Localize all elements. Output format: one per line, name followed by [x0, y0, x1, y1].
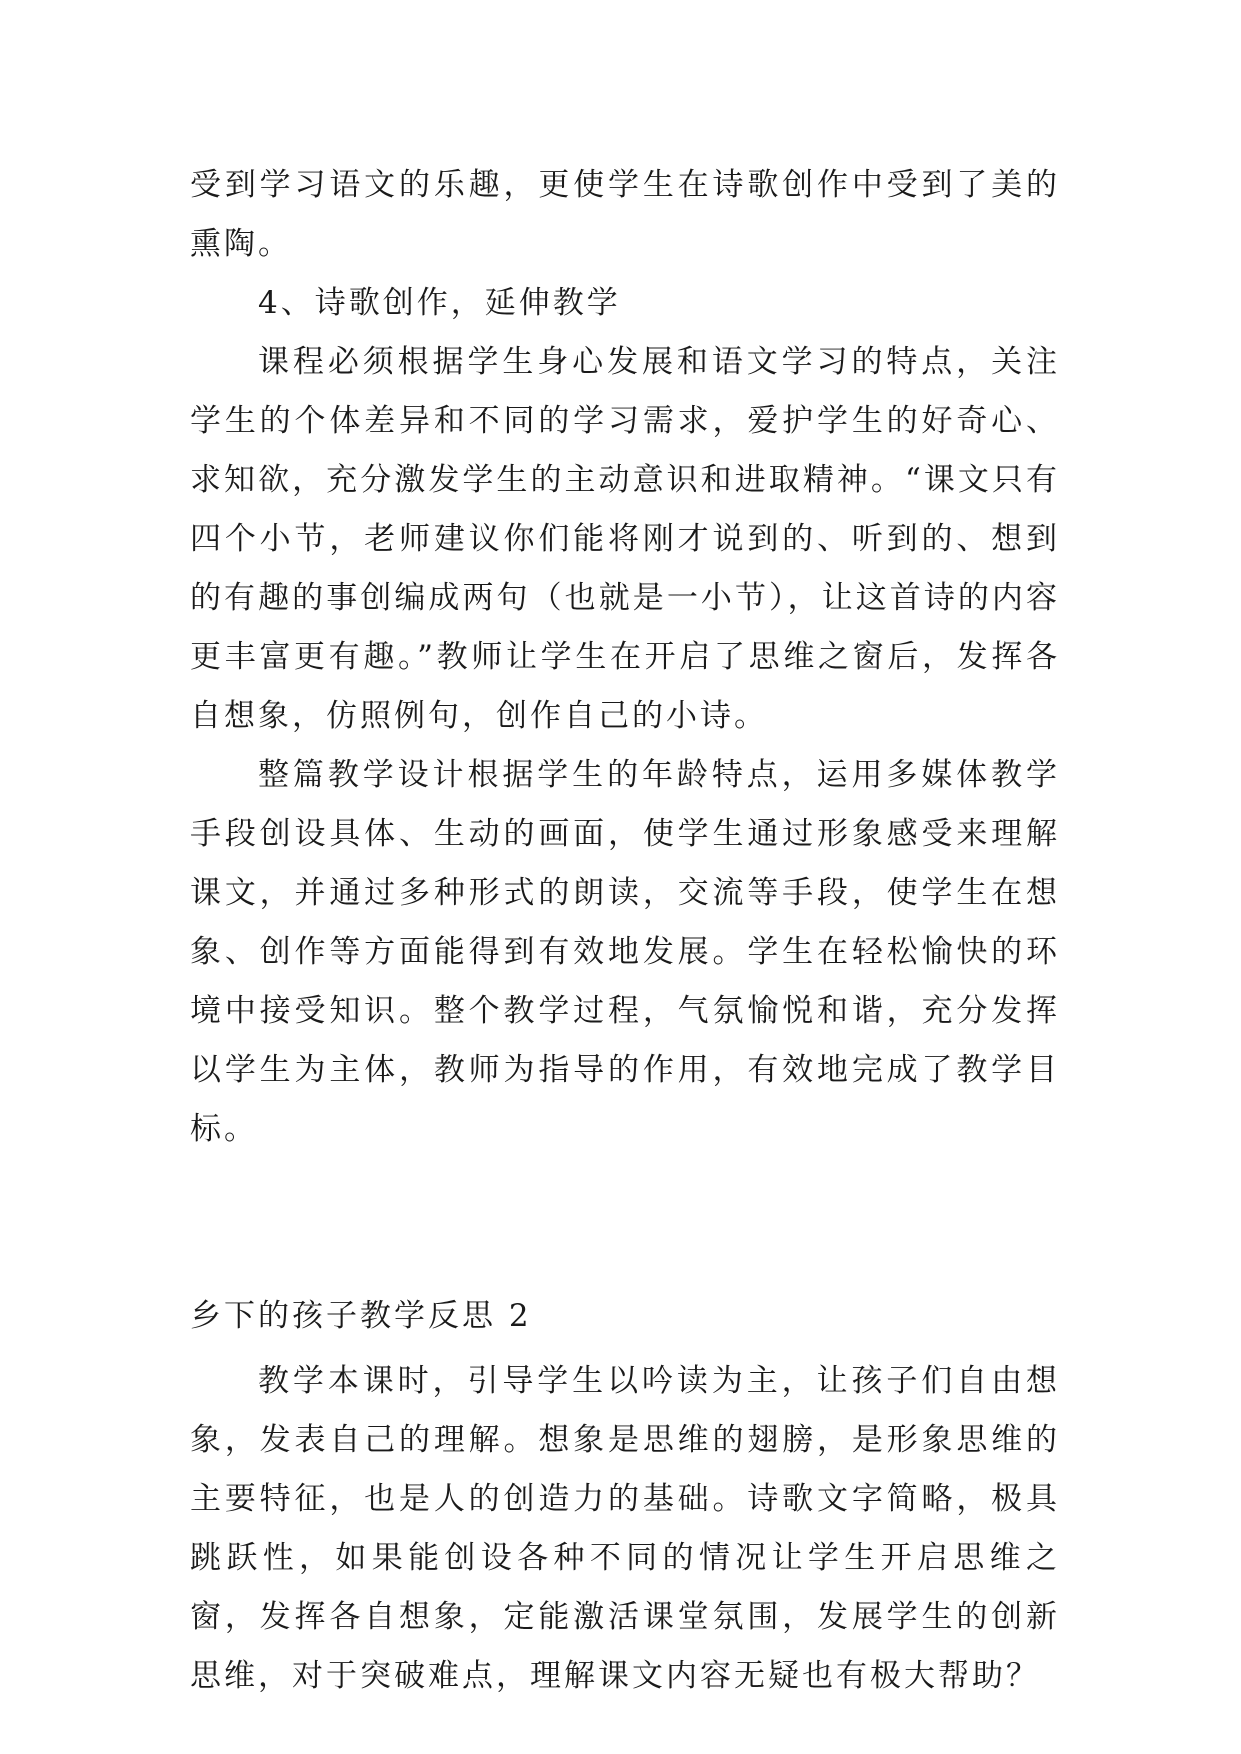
- paragraph-summary: 整篇教学设计根据学生的年龄特点，运用多媒体教学手段创设具体、生动的画面，使学生通过形象感受来理解课文，并通过多种形式的朗读，交流等手段，使学生在想象、创作等方面能得到有效地发展。学生在轻松愉快的环境中接受知识。整个教学过程，气氛愉悦和谐，充分发挥以学生为主体，教师为指导的作用，有效地完成了教学目标。: [190, 757, 1060, 1147]
- paragraph-continuation: 受到学习语文的乐趣，更使学生在诗歌创作中受到了美的熏陶。: [190, 167, 1060, 262]
- section-2-heading: 乡下的孩子教学反思 2: [190, 1298, 532, 1334]
- paragraph-reflection: 教学本课时，引导学生以吟读为主，让孩子们自由想象，发表自己的理解。想象是思维的翅膀，是形象思维的主要特征，也是人的创造力的基础。诗歌文字简略，极具跳跃性，如果能创设各种不同的情况让学生开启思维之窗，发挥各自想象，定能激活课堂氛围，发展学生的创新思维，对于突破难点，理解课文内容无疑也有极大帮助？: [190, 1363, 1060, 1694]
- subheading-poetry-creation: 4、诗歌创作，延伸教学: [258, 285, 621, 321]
- section-1-body: [190, 156, 1060, 1159]
- section-2-body: [190, 1352, 1060, 1706]
- paragraph-curriculum: 课程必须根据学生身心发展和语文学习的特点，关注学生的个体差异和不同的学习需求，爱护学生的好奇心、求知欲，充分激发学生的主动意识和进取精神。“课文只有四个小节，老师建议你们能将刚才说到的、听到的、想到的有趣的事创编成两句（也就是一小节），让这首诗的内容更丰富更有趣。”教师让学生在开启了思维之窗后，发挥各自想象，仿照例句，创作自己的小诗。: [190, 344, 1060, 734]
